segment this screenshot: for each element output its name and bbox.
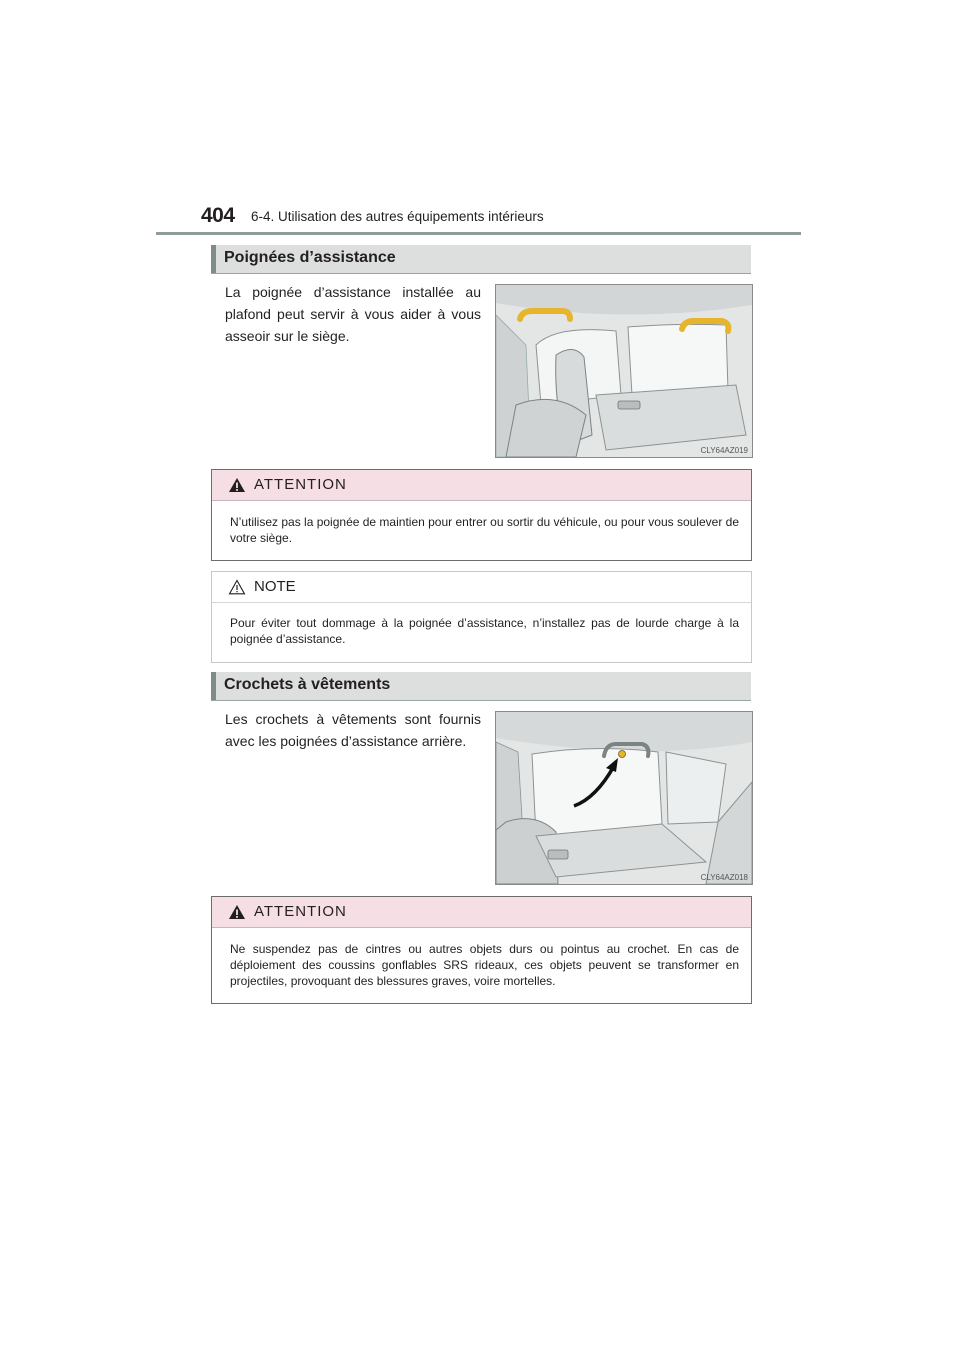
assist-grips-heading: [211, 245, 751, 274]
car-interior-grips-drawing: [496, 285, 752, 457]
car-interior-hook-drawing: [496, 712, 752, 884]
section-title: 6-4. Utilisation des autres équipements intérieurs: [251, 209, 544, 224]
warning-text: N’utilisez pas la poignée de maintien pour entrer ou sortir du véhicule, ou pour vous soulever de votre siège.: [230, 515, 739, 545]
note-label: NOTE: [254, 578, 296, 595]
coat-hooks-text: Les crochets à vêtements sont fournis avec les poignées d’assistance arrière.: [225, 711, 481, 749]
warning-label: ATTENTION: [254, 903, 347, 920]
figure-code: CLY64AZ018: [700, 873, 748, 882]
note-header: [212, 572, 751, 603]
figure-code: CLY64AZ019: [700, 446, 748, 455]
assist-grips-text: La poignée d’assistance installée au plafond peut servir à vous aider à vous asseoir sur le siège.: [225, 284, 481, 344]
caution-triangle-icon: [228, 579, 246, 595]
coat-hooks-heading-text: Crochets à vêtements: [224, 676, 391, 693]
warning-triangle-icon: [228, 904, 246, 920]
note-box: [211, 571, 752, 663]
warning-box: [211, 896, 752, 1004]
warning-triangle-icon: [228, 477, 246, 493]
assist-grips-heading-text: Poignées d’assistance: [224, 249, 396, 266]
header-rule: [156, 232, 801, 235]
heading-bar: [211, 672, 216, 700]
heading-bar: [211, 245, 216, 273]
page-number: 404: [201, 204, 235, 227]
coat-hooks-illustration: [495, 711, 753, 885]
warning-header: [212, 470, 751, 501]
warning-text: Ne suspendez pas de cintres ou autres objets durs ou pointus au crochet. En cas de déploiement des coussins gonflables SRS rideaux, ces objets peuvent se transformer en projectiles, provoquant des blessures graves, voire mortelles.: [230, 942, 739, 988]
assist-grips-illustration: [495, 284, 753, 458]
warning-header: [212, 897, 751, 928]
warning-box: [211, 469, 752, 561]
page-header: [156, 204, 801, 236]
note-text: Pour éviter tout dommage à la poignée d’assistance, n’installez pas de lourde charge à la poignée d’assistance.: [230, 616, 739, 646]
coat-hooks-heading: [211, 672, 751, 701]
warning-label: ATTENTION: [254, 476, 347, 493]
